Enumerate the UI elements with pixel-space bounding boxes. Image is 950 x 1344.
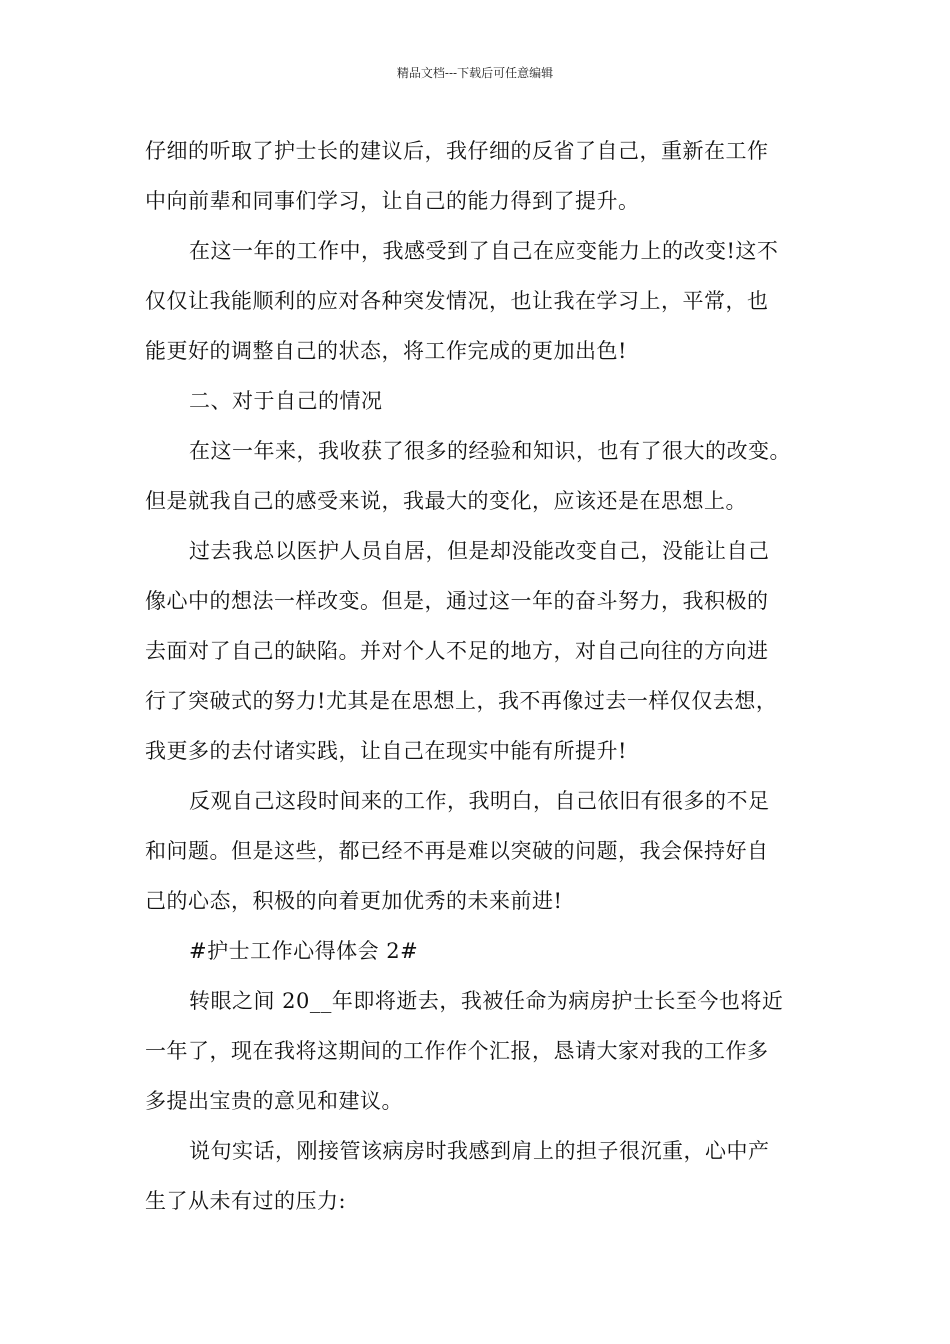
text-line: 和问题。但是这些，都已经不再是难以突破的问题，我会保持好自 — [145, 839, 769, 863]
text-line: 去面对了自己的缺陷。并对个人不足的地方，对自己向往的方向进 — [145, 639, 769, 663]
paragraph-start: 转眼之间 20__年即将逝去，我被任命为病房护士长至今也将近 — [189, 989, 784, 1013]
paragraph-start: 反观自己这段时间来的工作，我明白，自己依旧有很多的不足 — [189, 789, 770, 813]
text-line: 仔细的听取了护士长的建议后，我仔细的反省了自己，重新在工作 — [145, 139, 769, 163]
section-heading: #护士工作心得体会 2# — [189, 939, 419, 963]
text-line: 中向前辈和同事们学习，让自己的能力得到了提升。 — [145, 189, 640, 213]
paragraph-start: 说句实话，刚接管该病房时我感到肩上的担子很沉重，心中产 — [189, 1139, 770, 1163]
paragraph-start: 过去我总以医护人员自居，但是却没能改变自己，没能让自己 — [189, 539, 770, 563]
text-line: 多提出宝贵的意见和建议。 — [145, 1089, 403, 1113]
document-body — [145, 126, 825, 1226]
text-line: 但是就我自己的感受来说，我最大的变化，应该还是在思想上。 — [145, 489, 747, 513]
text-line: 生了从未有过的压力: — [145, 1189, 347, 1213]
text-line: 仅仅让我能顺利的应对各种突发情况，也让我在学习上，平常，也 — [145, 289, 769, 313]
text-line: 能更好的调整自己的状态，将工作完成的更加出色! — [145, 339, 627, 363]
paragraph-start: 在这一年的工作中，我感受到了自己在应变能力上的改变!这不 — [189, 239, 779, 263]
paragraph-start: 在这一年来，我收获了很多的经验和知识，也有了很大的改变。 — [189, 439, 791, 463]
text-line: 一年了，现在我将这期间的工作作个汇报，恳请大家对我的工作多 — [145, 1039, 769, 1063]
page-header: 精品文档---下载后可任意编辑 — [396, 66, 554, 80]
text-line: 像心中的想法一样改变。但是，通过这一年的奋斗努力，我积极的 — [145, 589, 769, 613]
text-line: 己的心态，积极的向着更加优秀的未来前进! — [145, 889, 563, 913]
text-line: 行了突破式的努力!尤其是在思想上，我不再像过去一样仅仅去想， — [145, 689, 778, 713]
text-line: 我更多的去付诸实践，让自己在现实中能有所提升! — [145, 739, 627, 763]
section-heading: 二、对于自己的情况 — [189, 389, 383, 413]
